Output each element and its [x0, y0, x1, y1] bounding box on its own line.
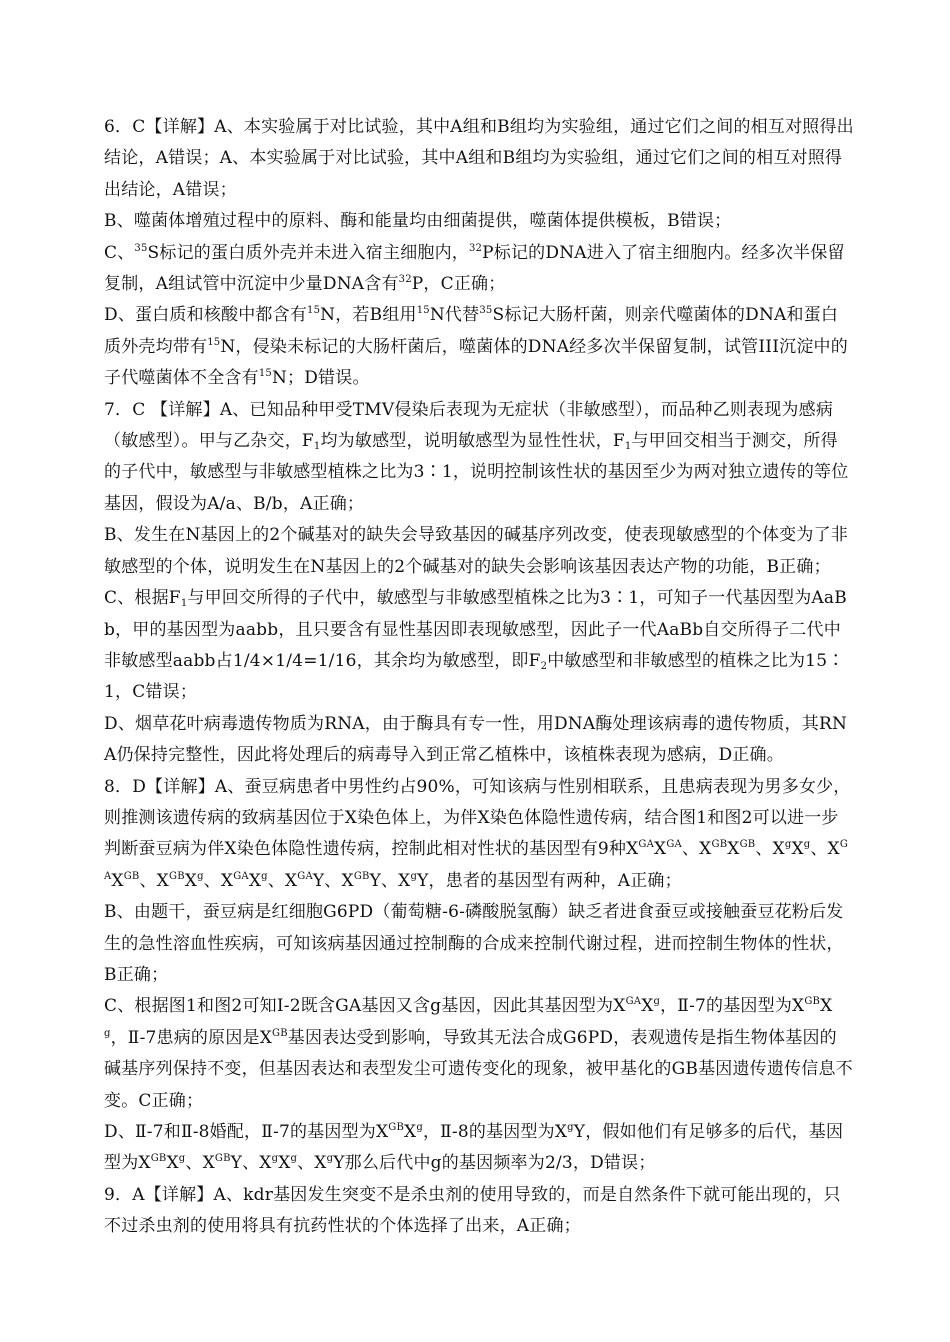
superscript: 15: [307, 305, 321, 317]
superscript: 15: [207, 336, 221, 348]
superscript: 35: [479, 305, 493, 317]
subscript: 1: [180, 598, 188, 610]
text-run: Y，假如他们有足够多的后代，基因型为X: [104, 1122, 844, 1174]
text-run: S标记的蛋白质外壳并未进入宿主细胞内，: [147, 242, 469, 263]
text-run: C、: [104, 242, 135, 263]
superscript: g: [567, 1122, 574, 1133]
superscript: GA: [638, 839, 655, 851]
text-run: N，若B组用: [320, 305, 417, 326]
text-run: 、X: [203, 870, 234, 891]
subscript: 1: [624, 441, 632, 453]
text-run: X: [641, 996, 654, 1017]
superscript: g: [104, 1027, 111, 1039]
superscript: g: [410, 870, 418, 882]
text-run: X: [727, 839, 740, 860]
superscript: g: [290, 1153, 298, 1165]
text-run: B、发生在N基因上的2个碱基对的缺失会导致基因的碱基序列改变，使表现敏感型的个体变为了非敏感型的个体，说明发生在N基因上的2个碱基对的缺失会影响该基因表达产物的功能，B正确；: [104, 525, 848, 577]
text-run: S标记大肠杆菌，则亲代噬菌体的DNA和蛋白质外壳均带有: [104, 305, 839, 357]
text-run: Y，患者的基因型有两种，A正确；: [417, 870, 682, 891]
text-run: B、噬菌体增殖过程中的原料、酶和能量均由细菌提供，噬菌体提供模板，B错误；: [104, 211, 732, 232]
text-run: B、由题干，蚕豆病是红细胞G6PD（葡萄糖-6-磷酸脱氢酶）缺乏者进食蚕豆或接触蚕豆花粉后发生的急性溶血性疾病，可知该病基因通过控制酶的合成来控制代谢过程，进而控制生物体的性状，B正确；: [104, 902, 844, 985]
text-run: Y、X: [230, 1153, 272, 1174]
paragraph-q9-a: [104, 1180, 854, 1243]
text-run: 9．A【详解】A、kdr基因发生突变不是杀虫剂的使用导致的，而是自然条件下就可能出现的，只不过杀虫剂的使用将具有抗药性状的个体选择了出来，A正确；: [104, 1184, 841, 1237]
superscript: GA: [625, 996, 642, 1008]
text-run: 、X: [810, 839, 840, 860]
text-run: X: [791, 839, 804, 860]
text-run: N；D错误。: [271, 368, 370, 389]
text-run: 、X: [267, 870, 298, 891]
paragraph-q8-b: [104, 897, 854, 991]
superscript: g: [197, 870, 204, 882]
text-run: X: [111, 870, 124, 891]
text-run: 、X: [139, 870, 169, 891]
paragraph-q6-a: [104, 112, 854, 206]
text-run: 8．D【详解】A、蚕豆病患者中男性约占90%，可知该病与性别相联系，且患病表现为男多女少，则推测该遗传病的致病基因位于X染色体上，为伴X染色体隐性遗传病，结合图1和图2可以进一步判断蚕豆病为伴X染色体隐性遗传病，控制此相对性状的基因型有9种X: [104, 776, 851, 860]
subscript: 2: [540, 660, 548, 672]
superscript: g: [271, 1153, 279, 1165]
superscript: 15: [258, 368, 272, 380]
paragraph-q8-a: [104, 772, 854, 898]
superscript: GA: [666, 839, 682, 851]
paragraph-q8-c: [104, 991, 854, 1117]
superscript: GA: [104, 839, 849, 882]
text-run: N，侵染未标记的大肠杆菌后，噬菌体的DNA经多次半保留复制，试管III沉淀中的子代噬菌体不全含有: [104, 336, 848, 389]
superscript: GA: [297, 870, 313, 882]
text-run: X: [166, 1153, 179, 1174]
superscript: g: [416, 1122, 423, 1133]
text-run: ，Ⅱ-7患病的原因是X: [110, 1027, 273, 1048]
superscript: g: [803, 839, 811, 851]
text-run: ，Ⅱ-8的基因型为X: [422, 1122, 568, 1142]
text-run: Y那么后代中g的基因频率为2/3，D错误；: [333, 1153, 656, 1174]
superscript: 35: [134, 242, 148, 254]
superscript: g: [653, 996, 661, 1008]
text-run: 、X: [185, 1153, 215, 1174]
paragraph-q7-b: [104, 520, 854, 583]
text-run: 与甲回交所得的子代中，敏感型与非敏感型植株之比为3∶1，可知子一代基因型为AaBb，甲的基因型为aabb，且只要含有显性基因即表现敏感型，因此子一代AaBb自交所得子二代中非敏感型aabb占1/4×1/4=1/16，其余均为敏感型，即F: [104, 588, 847, 671]
paragraph-q6-b: [104, 206, 854, 237]
text-run: D、烟草花叶病毒遗传物质为RNA，由于酶具有专一性，用DNA酶处理该病毒的遗传物质，其RNA仍保持完整性，因此将处理后的病毒导入到正常乙植株中，该植株表现为感病，D正确。: [104, 713, 848, 766]
text-run: X: [654, 839, 667, 860]
subscript: 1: [313, 441, 321, 453]
superscript: GA: [233, 870, 249, 882]
superscript: GB: [804, 996, 821, 1008]
superscript: g: [326, 1153, 334, 1165]
superscript: g: [178, 1153, 186, 1165]
text-run: 、X: [681, 839, 712, 860]
superscript: g: [261, 870, 268, 882]
text-run: Y、X: [312, 870, 354, 891]
paragraph-q6-d: [104, 300, 854, 394]
text-run: D、Ⅱ-7和Ⅱ-8婚配，Ⅱ-7的基因型为X: [104, 1122, 389, 1142]
paragraph-q7-d: [104, 709, 854, 772]
superscript: GB: [353, 870, 370, 882]
superscript: GB: [739, 839, 756, 851]
superscript: GB: [214, 1153, 231, 1165]
superscript: GB: [150, 1153, 167, 1165]
paragraph-q7-a: [104, 395, 854, 521]
text-run: X: [184, 870, 198, 891]
text-run: X: [404, 1122, 417, 1142]
superscript: g: [784, 839, 792, 851]
superscript: GB: [123, 870, 140, 882]
text-run: 基因表达受到影响，导致其无法合成G6PD，表观遗传是指生物体基因的碱基序列保持不变，但基因表达和表型发尘可遗传变化的现象，被甲基化的GB基因遗传遗传信息不变。C正确；: [104, 1027, 853, 1111]
paragraph-q6-c: [104, 238, 854, 301]
text-run: 与甲回交相当于测交，所得的子代中，敏感型与非敏感型植株之比为3∶1，说明控制该性状的基因至少为两对独立遗传的等位基因，假设为A/a、B/b，A正确；: [104, 431, 849, 514]
superscript: 15: [416, 305, 430, 317]
text-run: X: [820, 996, 833, 1017]
text-run: 、X: [755, 839, 785, 860]
text-run: 7．C 【详解】A、已知品种甲受TMV侵染后表现为无症状（非敏感型），而品种乙则表现为感病（敏感型）。甲与乙杂交，F: [104, 399, 834, 452]
text-run: P标记的DNA进入了宿主细胞内。经多次半保留复制，A组试管中沉淀中少量DNA含有: [104, 242, 845, 295]
superscript: GB: [272, 1027, 288, 1039]
text-run: D、蛋白质和核酸中都含有: [104, 305, 308, 326]
superscript: GB: [388, 1122, 405, 1133]
text-run: 6．C【详解】A、本实验属于对比试验，其中A组和B组均为实验组，通过它们之间的相互对照得出结论，A错误；A、本实验属于对比试验，其中A组和B组均为实验组，通过它们之间的相互对照得出结论，A错误；: [104, 117, 854, 200]
text-run: 中敏感型和非敏感型的植株之比为15∶1，C错误；: [104, 650, 845, 703]
paragraph-q7-c: [104, 583, 854, 709]
superscript: 32: [469, 242, 483, 254]
text-run: P，C正确；: [411, 274, 506, 295]
text-run: 均为敏感型，说明敏感型为显性性状，F: [320, 431, 625, 452]
superscript: GB: [169, 870, 185, 882]
superscript: GB: [711, 839, 728, 851]
text-run: N代替: [429, 305, 480, 326]
text-run: C、根据F: [104, 588, 181, 609]
text-run: X: [278, 1153, 291, 1174]
text-run: 、X: [297, 1153, 327, 1174]
paragraph-q8-d: [104, 1117, 854, 1180]
text-run: X: [248, 870, 262, 891]
superscript: 32: [398, 274, 412, 286]
text-run: ，Ⅱ-7的基因型为X: [660, 996, 805, 1017]
text-run: Y、X: [369, 870, 411, 891]
text-run: C、根据图1和图2可知I-2既含GA基因又含g基因，因此其基因型为X: [104, 996, 626, 1017]
